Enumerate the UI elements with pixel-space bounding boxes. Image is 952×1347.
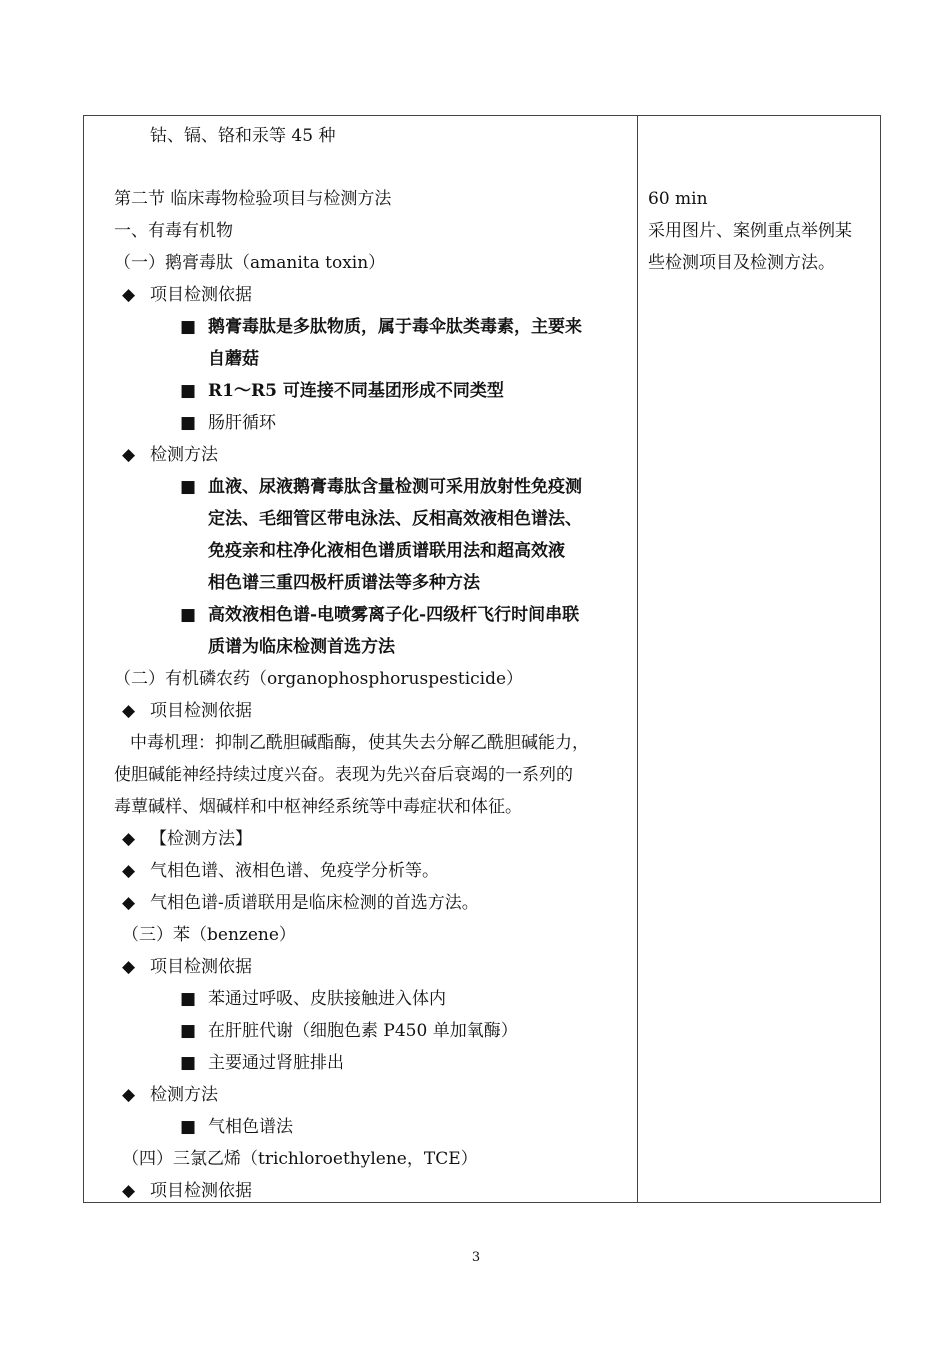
left-line — [208, 637, 395, 657]
line-text: 钴、镉、铬和汞等 45 种 — [150, 126, 336, 146]
square-bullet-icon: ■ — [180, 605, 197, 625]
left-line — [180, 605, 579, 625]
square-bullet-icon: ■ — [180, 1053, 197, 1073]
left-line — [208, 349, 259, 369]
line-text: 使胆碱能神经持续过度兴奋。表现为先兴奋后衰竭的一系列的 — [114, 765, 573, 785]
diamond-bullet-icon: ◆ — [122, 893, 136, 913]
left-line — [180, 1053, 344, 1073]
line-text: 气相色谱、液相色谱、免疫学分析等。 — [150, 861, 439, 881]
diamond-bullet-icon: ◆ — [122, 861, 136, 881]
left-line — [122, 861, 439, 881]
line-text: 血液、尿液鹅膏毒肽含量检测可采用放射性免疫测 — [208, 477, 582, 497]
line-text: 中毒机理：抑制乙酰胆碱酯酶，使其失去分解乙酰胆碱能力， — [130, 733, 589, 753]
line-text: 毒蕈碱样、烟碱样和中枢神经系统等中毒症状和体征。 — [114, 797, 522, 817]
square-bullet-icon: ■ — [180, 1021, 197, 1041]
line-text: 主要通过肾脏排出 — [208, 1053, 344, 1073]
left-line — [180, 317, 582, 337]
left-line — [122, 893, 479, 913]
left-line — [150, 126, 335, 146]
line-text: 【检测方法】 — [150, 829, 252, 849]
left-line — [122, 1085, 218, 1105]
left-line — [122, 829, 252, 849]
left-line — [208, 509, 582, 529]
left-line — [114, 765, 573, 785]
left-line — [122, 925, 296, 945]
left-line — [180, 1021, 518, 1041]
line-text: （一）鹅膏毒肽（amanita toxin） — [114, 253, 386, 273]
left-line — [208, 541, 565, 561]
line-text: 一、有毒有机物 — [114, 221, 233, 241]
diamond-bullet-icon: ◆ — [122, 957, 136, 977]
line-text: R1～R5 可连接不同基团形成不同类型 — [208, 381, 504, 401]
left-line — [122, 1149, 478, 1169]
square-bullet-icon: ■ — [180, 317, 197, 337]
right-line: 些检测项目及检测方法。 — [648, 253, 835, 273]
line-text: 气相色谱法 — [208, 1117, 293, 1137]
line-text: 检测方法 — [150, 445, 218, 465]
left-line — [122, 445, 218, 465]
line-text: 在肝脏代谢（细胞色素 P450 单加氧酶） — [208, 1021, 518, 1041]
line-text: 相色谱三重四极杆质谱法等多种方法 — [208, 573, 480, 593]
right-line: 60 min — [648, 189, 708, 209]
column-divider — [637, 115, 638, 1203]
left-line — [114, 797, 522, 817]
diamond-bullet-icon: ◆ — [122, 285, 136, 305]
line-text: （二）有机磷农药（organophosphoruspesticide） — [114, 669, 524, 689]
left-line — [180, 1117, 293, 1137]
left-line — [114, 189, 391, 209]
square-bullet-icon: ■ — [180, 413, 197, 433]
line-text: 自蘑菇 — [208, 349, 259, 369]
diamond-bullet-icon: ◆ — [122, 1181, 136, 1201]
square-bullet-icon: ■ — [180, 1117, 197, 1137]
diamond-bullet-icon: ◆ — [122, 701, 136, 721]
line-text: 项目检测依据 — [150, 285, 252, 305]
line-text: 项目检测依据 — [150, 957, 252, 977]
line-text: 苯通过呼吸、皮肤接触进入体内 — [208, 989, 446, 1009]
square-bullet-icon: ■ — [180, 381, 197, 401]
line-text: （四）三氯乙烯（trichloroethylene，TCE） — [122, 1149, 478, 1169]
diamond-bullet-icon: ◆ — [122, 445, 136, 465]
left-line — [114, 221, 233, 241]
line-text: 免疫亲和柱净化液相色谱质谱联用法和超高效液 — [208, 541, 565, 561]
left-line — [122, 701, 252, 721]
square-bullet-icon: ■ — [180, 477, 197, 497]
line-text: 第二节 临床毒物检验项目与检测方法 — [114, 189, 392, 209]
left-line — [180, 989, 446, 1009]
left-line — [130, 733, 589, 753]
line-text: 质谱为临床检测首选方法 — [208, 637, 395, 657]
left-line — [122, 285, 252, 305]
left-line — [122, 957, 252, 977]
line-text: 项目检测依据 — [150, 701, 252, 721]
line-text: 项目检测依据 — [150, 1181, 252, 1201]
left-line — [208, 573, 480, 593]
left-line — [114, 669, 523, 689]
right-line: 采用图片、案例重点举例某 — [648, 221, 852, 241]
left-line — [114, 253, 385, 273]
diamond-bullet-icon: ◆ — [122, 829, 136, 849]
line-text: （三）苯（benzene） — [122, 925, 296, 945]
line-text: 鹅膏毒肽是多肽物质，属于毒伞肽类毒素，主要来 — [208, 317, 582, 337]
line-text: 高效液相色谱-电喷雾离子化-四级杆飞行时间串联 — [208, 605, 580, 625]
diamond-bullet-icon: ◆ — [122, 1085, 136, 1105]
left-line — [122, 1181, 252, 1201]
left-line — [180, 381, 504, 401]
page-number: 3 — [471, 1250, 481, 1265]
left-line — [180, 477, 582, 497]
line-text: 检测方法 — [150, 1085, 218, 1105]
square-bullet-icon: ■ — [180, 989, 197, 1009]
line-text: 定法、毛细管区带电泳法、反相高效液相色谱法、 — [208, 509, 582, 529]
line-text: 肠肝循环 — [208, 413, 276, 433]
line-text: 气相色谱-质谱联用是临床检测的首选方法。 — [150, 893, 479, 913]
left-line — [180, 413, 276, 433]
